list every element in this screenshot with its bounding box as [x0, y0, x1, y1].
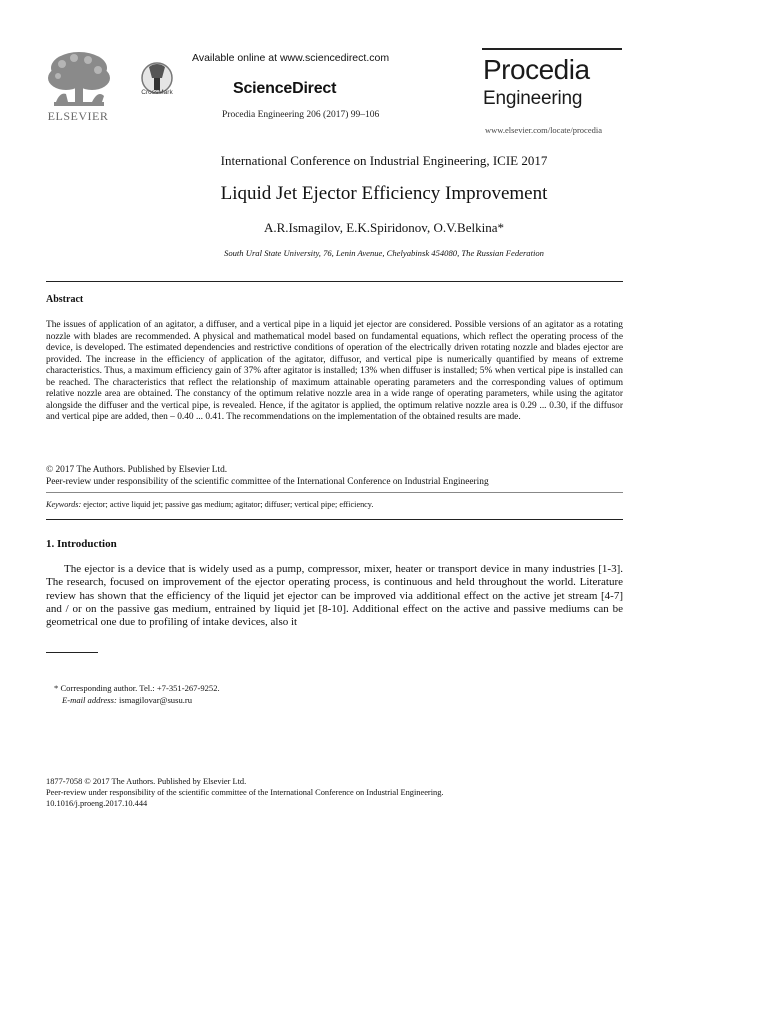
- footer-issn: 1877-7058 © 2017 The Authors. Published by Elsevier Ltd.: [46, 777, 247, 786]
- divider-bottom: [46, 519, 623, 520]
- brand-procedia: Procedia: [483, 54, 590, 85]
- paper-title: Liquid Jet Ejector Efficiency Improvement: [220, 183, 548, 204]
- sciencedirect-link[interactable]: www.sciencedirect.com: [279, 52, 390, 64]
- brand-engineering: Engineering: [483, 88, 583, 109]
- email-label: E-mail address:: [62, 695, 117, 705]
- keywords-line: [46, 500, 373, 509]
- introduction-heading: 1. Introduction: [46, 538, 117, 550]
- abstract-text: The issues of application of an agitator, a diffuser, and a vertical pipe in a liquid jet ejector are considered. Possible versions of an agitator as a rotating nozzle with blades are recommended. A physical and mathematical model based on fundamental equations, which reflect the operating process of the device, is developed. The estimated dependencies and restrictive conditions of operation of the electrically driven rotating nozzle and blades ejector are provided. The increase in the efficiency of application of the agitator, diffusor, and vertical pipe is numerically quantified by means of extreme characteristics. Thus, a maximum efficiency gain of 37% after agitator is installed; 13% when diffuser is installed; 5% when vertical pipe is installed can be reached. The characteristics that reflect the relationship of maximum attainable operating parameters and the corresponding values of optimum relative nozzle area are obtained. The constancy of the optimum relative nozzle area in a wide range of operating parameters, while using the agitator alongside the diffuser and the vertical pipe, is revealed. Hence, if the agitator is applied, the optimum relative nozzle area is 0.29 ... 0.30, if the diffusor and vertical pipe are added, then – 0.40 ... 0.41. The recommendations on the implementation of the obtained results are made.: [46, 320, 623, 422]
- peer-review-line: Peer-review under responsibility of the scientific committee of the International Conference on Industrial Engineering: [46, 477, 489, 487]
- email-address[interactable]: ismagilovar@susu.ru: [116, 695, 193, 705]
- footer-doi[interactable]: 10.1016/j.proeng.2017.10.444: [46, 799, 148, 808]
- crossmark-label: CrossMark: [141, 89, 173, 96]
- conference-name: International Conference on Industrial Engineering, ICIE 2017: [220, 153, 548, 168]
- footer-peer-review: Peer-review under responsibility of the scientific committee of the International Conference on Industrial Engineering.: [46, 788, 444, 797]
- divider-top: [46, 281, 623, 282]
- introduction-text: The ejector is a device that is widely used as a pump, compressor, mixer, heater or transport device in many industries [1-3]. The research, focused on improvement of the ejector operating process, is continuous and held throughout the world. Literature review has shown that the efficiency of the liquid jet ejector can be improved via additional effect on the active jet stream [4-7] and / or on the passive gas medium, entrained by liquid jet [8-10]. Additional effect on the active and passive mediums can be geometrical one due to profiling of intake devices, also it: [46, 563, 623, 629]
- email-note: [62, 695, 192, 705]
- keywords-list: ejector; active liquid jet; passive gas medium; agitator; diffuser; vertical pipe; efficiency.: [81, 500, 374, 509]
- footnote-rule: [46, 652, 98, 653]
- availability-line: [192, 52, 389, 64]
- copyright-line: © 2017 The Authors. Published by Elsevier Ltd.: [46, 465, 228, 475]
- journal-url-link[interactable]: www.elsevier.com/locate/procedia: [485, 125, 602, 135]
- abstract-heading: Abstract: [46, 294, 84, 305]
- author-affiliation: South Ural State University, 76, Lenin Avenue, Chelyabinsk 454080, The Russian Federation: [224, 248, 544, 258]
- brand-rule: [482, 48, 622, 50]
- availability-prefix: Available online at: [192, 52, 280, 64]
- paper-authors: A.R.Ismagilov, E.K.Spiridonov, O.V.Belkina*: [263, 220, 504, 235]
- journal-header: [0, 0, 768, 140]
- publisher-name: ELSEVIER: [47, 109, 109, 123]
- sciencedirect-wordmark: ScienceDirect: [233, 80, 337, 97]
- journal-reference: Procedia Engineering 206 (2017) 99–106: [222, 110, 380, 120]
- corresponding-author-note: * Corresponding author. Tel.: +7-351-267-9252.: [54, 683, 220, 693]
- divider-keywords: [46, 492, 623, 493]
- keywords-label: Keywords:: [46, 500, 82, 509]
